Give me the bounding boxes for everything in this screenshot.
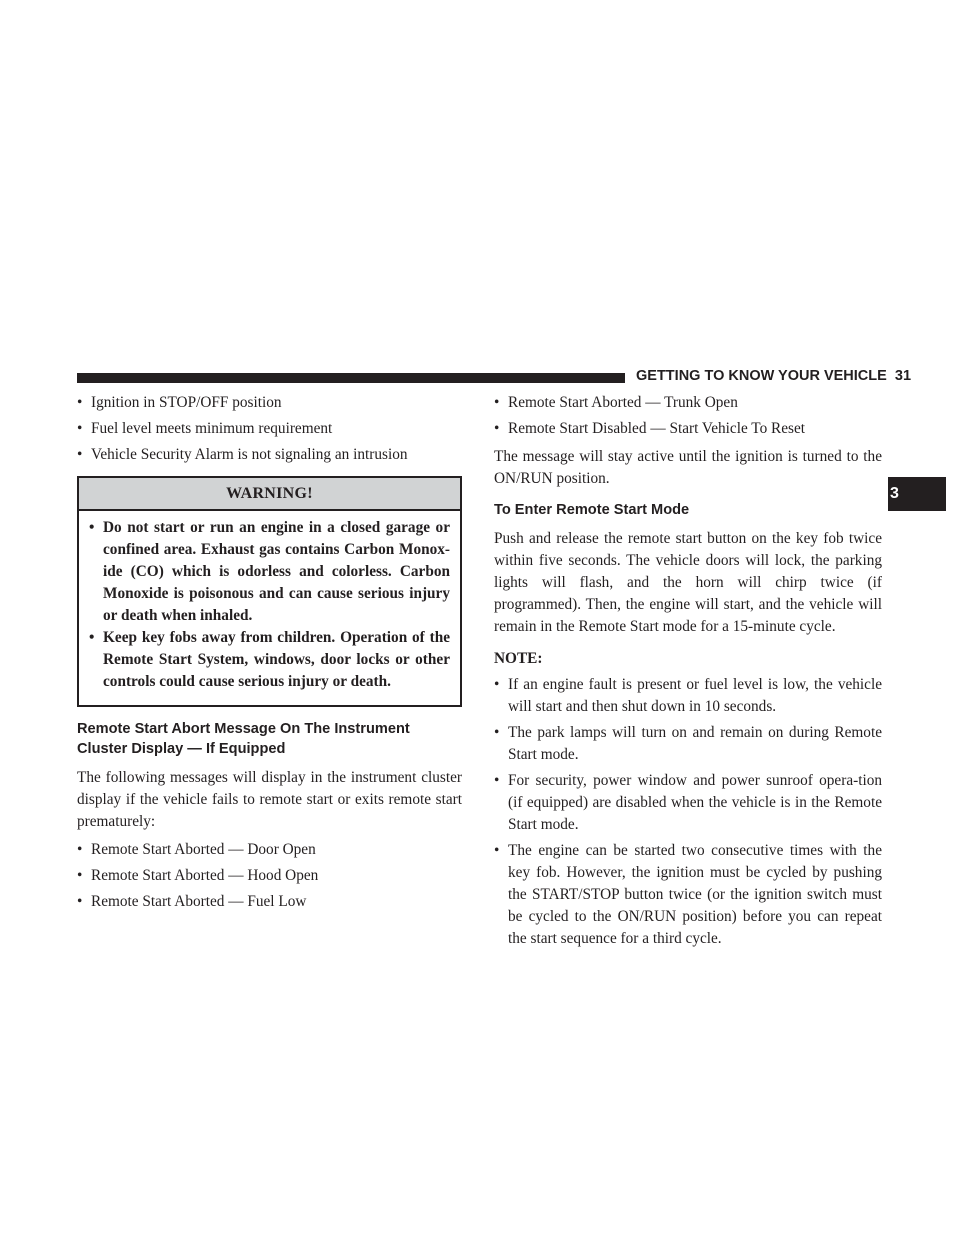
abort-message-intro: The following messages will display in the instrument cluster display if the vehicle fails to remote start or exits remote start prematurely: — [77, 769, 462, 830]
list-item: • Remote Start Aborted — Door Open — [77, 839, 462, 861]
warning-box — [77, 476, 462, 707]
right-column — [494, 392, 882, 954]
list-item: • Ignition in STOP/OFF position — [77, 392, 462, 414]
list-item: • Remote Start Aborted — Trunk Open — [494, 392, 882, 414]
warning-item: • Keep key fobs away from children. Operation of the Remote Start System, windows, door locks or other controls could cause serious injury or death. — [89, 627, 450, 693]
note-item: • The park lamps will turn on and remain on during Remote Start mode. — [494, 722, 882, 766]
list-item: • Remote Start Aborted — Fuel Low — [77, 891, 462, 913]
remote-start-conditions-list — [77, 392, 462, 466]
list-item: • Fuel level meets minimum requirement — [77, 418, 462, 440]
warning-list — [89, 517, 450, 693]
list-item: • Remote Start Aborted — Hood Open — [77, 865, 462, 887]
page-number: 31 — [894, 368, 912, 384]
note-item: • If an engine fault is present or fuel level is low, the vehicle will start and then shut down in 10 seconds. — [494, 674, 882, 718]
list-item: • Remote Start Disabled — Start Vehicle To Reset — [494, 418, 882, 440]
abort-message-heading: Remote Start Abort Message On The Instrument Cluster Display — If Equipped — [77, 721, 410, 757]
message-note: The message will stay active until the ignition is turned to the ON/RUN position. — [494, 448, 882, 487]
chapter-number: 3 — [890, 485, 899, 502]
note-item: • The engine can be started two consecutive times with the key fob. However, the ignition must be cycled by pushing the START/STOP button twice (or the ignition switch must be cycled to the ON/RUN position) before you can repeat the start sequence for a third cycle. — [494, 840, 882, 950]
running-header-title: GETTING TO KNOW YOUR VEHICLE — [636, 368, 887, 384]
warning-body — [79, 511, 460, 705]
left-column — [77, 392, 462, 917]
warning-title: WARNING! — [79, 478, 460, 511]
warning-item: • Do not start or run an engine in a closed garage or confined area. Exhaust gas contains Carbon Monox-ide (CO) which is odorless and colorless. Carbon Monoxide is poisonous and can cause serious injury or death when inhaled. — [89, 517, 450, 627]
note-label: NOTE: — [494, 650, 543, 667]
list-item: • Vehicle Security Alarm is not signaling an intrusion — [77, 444, 462, 466]
chapter-tab — [888, 477, 946, 511]
enter-remote-start-heading: To Enter Remote Start Mode — [494, 502, 690, 518]
enter-remote-start-body: Push and release the remote start button on the key fob twice within five seconds. The vehicle doors will lock, the parking lights will flash, and the horn will chirp twice (if programmed). Then, the engine will start, and the vehicle will remain in the Remote Start mode for a 15-minute cycle. — [494, 530, 882, 635]
header-rule — [77, 373, 625, 383]
note-item: • For security, power window and power sunroof opera-tion (if equipped) are disabled when the vehicle is in the Remote Start mode. — [494, 770, 882, 836]
abort-messages-list-continued — [494, 392, 882, 440]
abort-messages-list — [77, 839, 462, 913]
running-header — [636, 366, 912, 386]
notes-list — [494, 674, 882, 950]
